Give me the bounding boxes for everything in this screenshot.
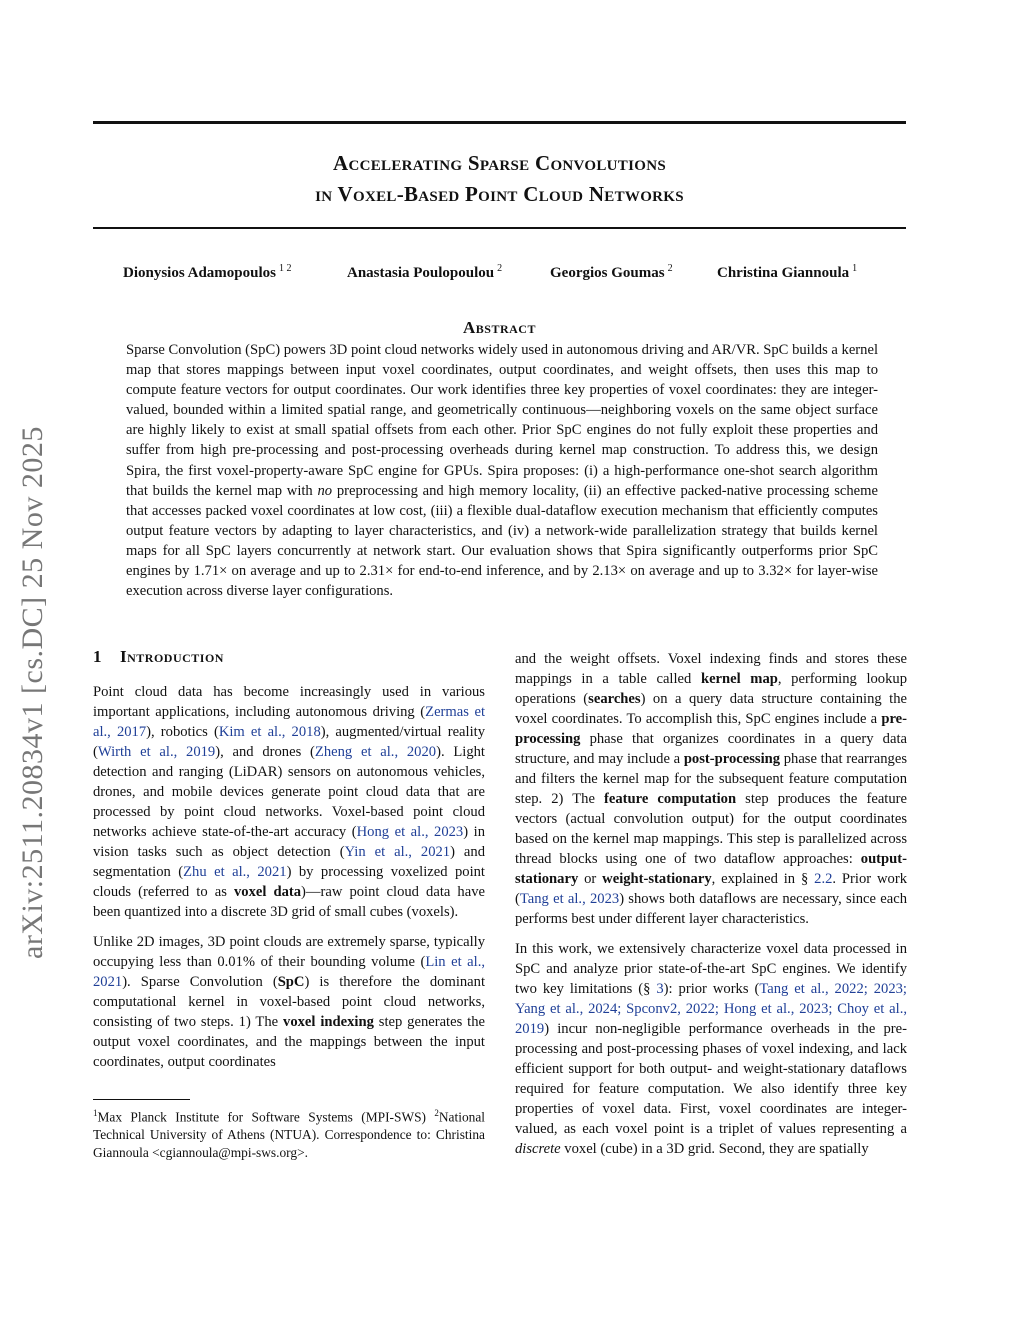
citation-link[interactable]: Yin et al., 2021 xyxy=(344,844,451,860)
intro-paragraph-4: In this work, we extensively characterize voxel data processed in SpC and analyze prior state-of-the-art SpC engines. We identify two key limitations (§ 3): prior works (Tang et al., 2022; 2023; Yang et al., 2024; Spconv2, 2022; Hong et al., 2023; Choy et al., 2019) incur non-negligible performance overheads in the pre-processing and post-processing phases of voxel indexing, and lack efficient support for both output- and weight-stationary dataflows required for feature computation. We also identify three key properties of voxel data. First, voxel coordinates are integer-valued, as each voxel point is a triplet of values representing a discrete voxel (cube) in a 3D grid. Second, they are spatially xyxy=(515,941,907,1157)
title-line-2: in Voxel-Based Point Cloud Networks xyxy=(315,182,684,206)
intro-paragraph-3: and the weight offsets. Voxel indexing finds and stores these mappings in a table called kernel map, performing lookup operations (searches) on a query data structure containing the voxel coordinates. To accomplish this, SpC engines include a pre-processing phase that organizes coordinates in a query data structure, and may include a post-processing phase that rearranges and filters the kernel map for the subsequent feature computation step. 2) The feature computation step produces the feature vectors (actual convolution output) for the output coordinates based on the kernel map mappings. This step is parallelized across thread blocks using one of two dataflow approaches: output-stationary or weight-stationary, explained in § 2.2. Prior work (Tang et al., 2023) shows both dataflows are necessary, since each performs best under different layer characteristics. xyxy=(515,651,908,927)
title-line-1: Accelerating Sparse Convolutions xyxy=(333,151,666,175)
author-3: Georgios Goumas $^2$ xyxy=(550,263,673,281)
citation-link[interactable]: Hong et al., 2023 xyxy=(356,824,464,840)
footnote-rule xyxy=(93,1099,190,1100)
right-column xyxy=(515,649,907,1169)
affiliation-footnote: $^1$Max Planck Institute for Software Systems (MPI-SWS) $^2$National Technical University of Athens (NTUA). Correspondence to: Christina Giannoula <cgiannoula@mpi-sws.org>. xyxy=(93,1108,485,1161)
title-rule-bottom xyxy=(93,227,906,229)
arxiv-stamp[interactable]: arXiv:2511.20834v1 [cs.DC] 25 Nov 2025 xyxy=(16,426,49,959)
abstract-body: Sparse Convolution (SpC) powers 3D point cloud networks widely used in autonomous driving and AR/VR. SpC builds a kernel map that stores mappings between input voxel coordinates, output coordinates, and weight offsets, then uses this map to compute feature vectors for output coordinates. Our work identifies three key properties of voxel coordinates: they are integer-valued, bounded within a limited spatial range, and geometrically continuous—neighboring voxels on the same object surface are highly likely to exist at small spatial offsets from each other. Prior SpC engines do not fully exploit these properties and suffer from high pre-processing and post-processing overheads during kernel map construction. To address this, we design Spira, the first voxel-property-aware SpC engine for GPUs. Spira proposes: (i) a high-performance one-shot search algorithm that builds the kernel map with no preprocessing and high memory locality, (ii) an effective packed-native processing scheme that accesses packed voxel coordinates at low cost, (iii) a flexible dual-dataflow execution mechanism that efficiently computes output feature vectors by adapting to layer characteristics, and (iv) a network-wide parallelization strategy that builds kernel maps for all SpC layers concurrently at network start. Our evaluation shows that Spira significantly outperforms prior SpC engines by 1.71× on average and up to 2.31× for end-to-end inference, and by 2.13× on average and up to 3.32× for layer-wise execution across diverse layer configurations. xyxy=(126,342,878,600)
citation-link[interactable]: Kim et al., 2018 xyxy=(218,724,321,740)
section-ref-link[interactable]: 2.2 xyxy=(814,871,833,887)
abstract-heading: Abstract xyxy=(463,318,536,337)
author-4: Christina Giannoula $^1$ xyxy=(717,263,858,281)
citation-link[interactable]: Zermas et al., 2017 xyxy=(93,704,485,740)
citation-link[interactable]: Tang et al., 2022; 2023; Yang et al., 2024; Spconv2, 2022; Hong et al., 2023; Choy et al., 2019 xyxy=(515,981,907,1037)
citation-link[interactable]: Zhu et al., 2021 xyxy=(183,864,287,880)
intro-paragraph-2: Unlike 2D images, 3D point clouds are extremely sparse, typically occupying less than 0.01% of their bounding volume (Lin et al., 2021). Sparse Convolution (SpC) is therefore the dominant computational kernel in voxel-based point cloud networks, consisting of two steps. 1) The voxel indexing step generates the output voxel coordinates, and the mappings between the input coordinates, output coordinates xyxy=(93,934,485,1070)
citation-link[interactable]: Wirth et al., 2019 xyxy=(97,744,216,760)
author-2: Anastasia Poulopoulou $^2$ xyxy=(347,263,503,281)
citation-link[interactable]: Tang et al., 2023 xyxy=(519,891,620,907)
section-ref-link[interactable]: 3 xyxy=(656,981,664,997)
citation-link[interactable]: Zheng et al., 2020 xyxy=(314,744,437,760)
left-column xyxy=(93,682,485,1082)
title-rule-top xyxy=(93,121,906,124)
author-1: Dionysios Adamopoulos $^{1 2}$ xyxy=(123,263,292,281)
citation-link[interactable]: Lin et al., 2021 xyxy=(93,954,485,990)
paper-title xyxy=(93,148,906,210)
section-heading: 1 Introduction xyxy=(93,647,224,666)
intro-paragraph-1: Point cloud data has become increasingly used in various important applications, including autonomous driving (Zermas et al., 2017), robotics (Kim et al., 2018), augmented/virtual reality (Wirth et al., 2019), and drones (Zheng et al., 2020). Light detection and ranging (LiDAR) sensors on autonomous vehicles, drones, and mobile devices generate point cloud data that are processed by point cloud networks. Voxel-based point cloud networks achieve state-of-the-art accuracy (Hong et al., 2023) in vision tasks such as object detection (Yin et al., 2021) and segmentation (Zhu et al., 2021) by processing voxelized point clouds (referred to as voxel data)—raw point cloud data have been quantized into a discrete 3D grid of small cubes (voxels). xyxy=(93,684,485,920)
